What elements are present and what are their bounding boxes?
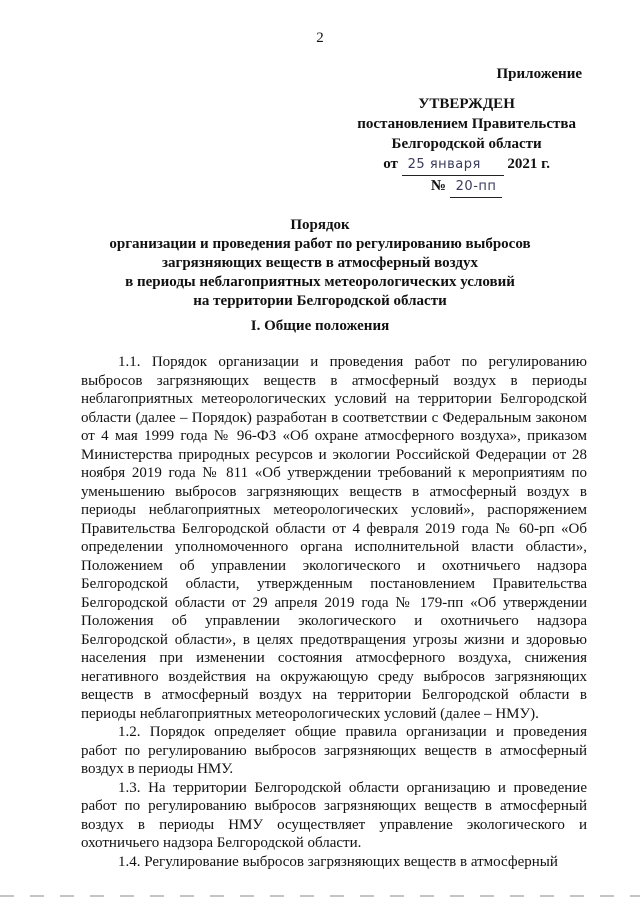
date-prefix: от [383,156,398,172]
document-title [0,216,640,311]
paragraph-1-2: 1.2. Порядок определяет общие правила организации и проведения работ по регулированию выбросов загрязняющих веществ в атмосферный воздух в периоды НМУ. [81,724,587,777]
title-line-2: организации и проведения работ по регулированию выбросов [109,236,531,252]
paragraph-1-3: 1.3. На территории Белгородской области организацию и проведение работ по регулированию выбросов загрязняющих веществ в атмосферный воздух в периоды НМУ осуществляет управление экологического и охотничьего надзора Белгородской области. [81,779,587,851]
approval-stamp [357,64,582,198]
date-year: 2021 г. [507,156,551,172]
paragraph-1-1: 1.1. Порядок организации и проведения работ по регулированию выбросов загрязняющих веществ в атмосферный воздух в периоды неблагоприятных метеорологических условий на территории Белгородской области (далее – Порядок) разработан в соответствии с Федеральным законом от 4 мая 1999 года № 96-ФЗ «Об охране атмосферного воздуха», приказом Министерства природных ресурсов и экологии Российской Федерации от 28 ноября 2019 года № 811 «Об утверждении требований к мероприятиям по уменьшению выбросов загрязняющих веществ в атмосферный воздух в периоды неблагоприятных метеорологических условий», распоряжением Правительства Белгородской области от 4 февраля 2019 года № 60-рп «Об определении уполномоченного органа исполнительной власти области», Положением об управлении экологического и охотничьего надзора Белгородской области, утвержденным постановлением Правительства Белгородской области от 29 апреля 2019 года № 179-пп «Об утверждении Положения об управлении экологического и охотничьего надзора Белгородской области», в целях предотвращения угрозы жизни и здоровью населения при изменении состояния атмосферного воздуха, снижения негативного воздействия на окружающую среду выбросов загрязняющих веществ в атмосферный воздух на территории Белгородской области в периоды неблагоприятных метеорологических условий (далее – НМУ). [81,354,587,722]
title-line-5: на территории Белгородской области [193,293,447,309]
approval-date-line [357,154,576,176]
scan-artifact-line [0,895,640,897]
number-prefix: № [430,178,446,194]
handwritten-number: 20-пп [450,177,503,198]
paragraph-1-4: 1.4. Регулирование выбросов загрязняющих веществ в атмосферный [118,853,558,870]
document-body [81,353,587,871]
approved-region-line: Белгородской области [391,136,542,152]
title-line-1: Порядок [290,217,350,233]
title-line-4: в периоды неблагоприятных метеорологических условий [125,274,515,290]
appendix-label: Приложение [496,66,582,82]
title-line-3: загрязняющих веществ в атмосферный воздух [161,255,479,271]
section-heading: I. Общие положения [250,318,390,334]
approved-label: УТВЕРЖДЕН [418,96,515,112]
page-number: 2 [316,30,324,46]
approval-number-line [357,176,576,198]
approved-by-line: постановлением Правительства [357,116,576,132]
handwritten-date: 25 января [402,155,504,176]
